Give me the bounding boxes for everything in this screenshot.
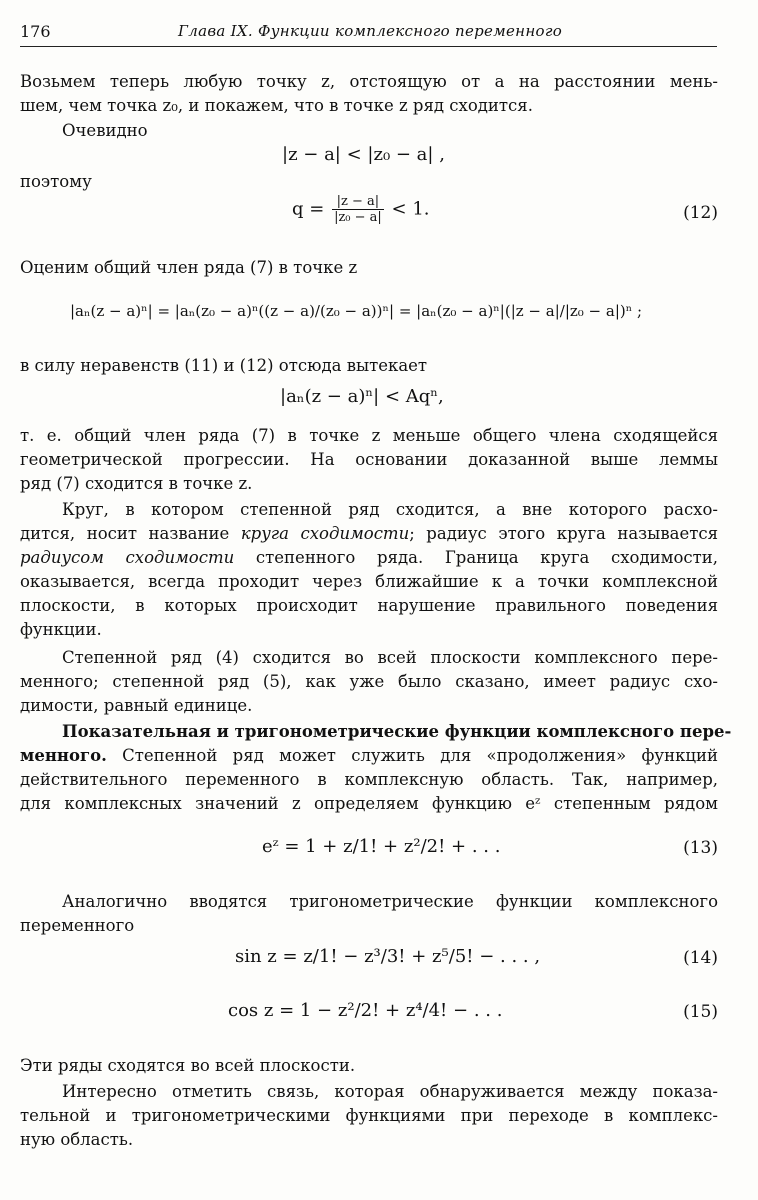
formula-sin: sin z = z/1! − z³/3! + z⁵/5! − . . . , xyxy=(235,946,541,967)
formula-q xyxy=(292,194,430,225)
text-line: димости, равный единице. xyxy=(20,696,253,715)
formula-aq: |aₙ(z − a)ⁿ| < Aqⁿ, xyxy=(280,386,444,407)
text-line: геометрической прогрессии. На основании доказанной выше леммы xyxy=(20,450,718,469)
formula-q-lhs: q = xyxy=(292,198,325,220)
text-line: в силу неравенств (11) и (12) отсюда вытекает xyxy=(20,356,428,375)
formula-cos: cos z = 1 − z²/2! + z⁴/4! − . . . xyxy=(228,1000,503,1021)
text-line: Степенной ряд (4) сходится во всей плоскости комплексного пере- xyxy=(62,648,718,667)
text-line: Аналогично вводятся тригонометрические функции комплексного xyxy=(62,892,718,911)
formula-inequality: |z − a| < |z₀ − a| , xyxy=(282,144,445,165)
text-run: дится, носит название xyxy=(20,524,241,543)
text-line xyxy=(20,744,718,768)
term-italic: круга сходимости xyxy=(240,524,410,543)
text-line: Оценим общий член ряда (7) в точке z xyxy=(20,258,358,277)
section-heading-end: менного. xyxy=(20,746,107,765)
equation-number: (14) xyxy=(683,948,718,968)
text-line: т. е. общий член ряда (7) в точке z меньше общего члена сходящейся xyxy=(20,426,718,445)
text-line: переменного xyxy=(20,916,135,935)
running-header xyxy=(20,18,717,47)
text-line xyxy=(20,522,718,546)
formula-q-rhs: < 1. xyxy=(391,198,430,220)
text-line: шем, чем точка z₀, и покажем, что в точке z ряд сходится. xyxy=(20,96,533,115)
equation-number: (12) xyxy=(683,203,718,223)
text-run: Степенной ряд может служить для «продолжения» функций xyxy=(106,746,718,765)
formula-exp: eᶻ = 1 + z/1! + z²/2! + . . . xyxy=(262,836,501,857)
text-line: Круг, в котором степенной ряд сходится, а вне которого расхо- xyxy=(62,500,718,519)
text-line: Очевидно xyxy=(62,121,148,140)
text-line: ряд (7) сходится в точке z. xyxy=(20,474,253,493)
equation-number: (13) xyxy=(683,838,718,858)
equation-number: (15) xyxy=(683,1002,718,1022)
text-line: для комплексных значений z определяем функцию eᶻ степенным рядом xyxy=(20,794,718,813)
text-line: плоскости, в которых происходит нарушение правильного поведения xyxy=(20,596,718,615)
section-heading-line: Показательная и тригонометрические функции комплексного пере- xyxy=(62,722,732,741)
term-italic: радиусом сходимости xyxy=(20,548,235,567)
formula-general-term: |aₙ(z − a)ⁿ| = |aₙ(z₀ − a)ⁿ((z − a)/(z₀ − a))ⁿ| = |aₙ(z₀ − a)ⁿ|(|z − a|/|z₀ − a|)ⁿ ; xyxy=(70,302,643,320)
text-run: ; радиус этого круга называется xyxy=(409,524,718,543)
text-line: ную область. xyxy=(20,1130,134,1149)
fraction-numerator: |z − a| xyxy=(332,194,384,210)
text-run: степенного ряда. Граница круга сходимости, xyxy=(234,548,718,567)
page-number: 176 xyxy=(20,22,51,41)
text-line: функции. xyxy=(20,620,102,639)
text-line: Возьмем теперь любую точку z, отстоящую от a на расстоянии мень- xyxy=(20,72,718,91)
running-title: Глава IX. Функции комплексного переменного xyxy=(178,22,563,40)
text-line: Интересно отметить связь, которая обнаруживается между показа- xyxy=(62,1082,718,1101)
text-line: действительного переменного в комплексную область. Так, например, xyxy=(20,770,718,789)
text-line xyxy=(20,546,718,570)
text-line: Эти ряды сходятся во всей плоскости. xyxy=(20,1056,356,1075)
text-line: оказывается, всегда проходит через ближайшие к a точки комплексной xyxy=(20,572,718,591)
fraction-denominator: |z₀ − a| xyxy=(334,210,382,225)
text-line: менного; степенной ряд (5), как уже было сказано, имеет радиус схо- xyxy=(20,672,718,691)
fraction xyxy=(332,194,384,225)
text-line: поэтому xyxy=(20,172,92,191)
text-line: тельной и тригонометрическими функциями при переходе в комплекс- xyxy=(20,1106,718,1125)
